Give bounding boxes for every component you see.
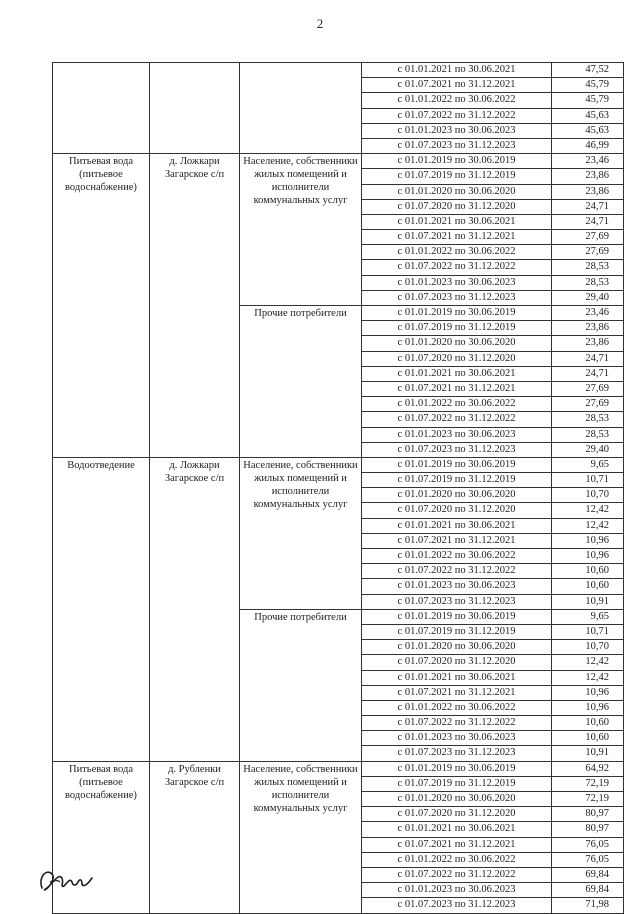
period-cell: с 01.01.2021 по 30.06.2021	[362, 63, 552, 78]
period-cell: с 01.01.2022 по 30.06.2022	[362, 549, 552, 564]
tariff-value-cell: 76,05	[552, 837, 624, 852]
tariff-value-cell: 10,60	[552, 579, 624, 594]
tariff-value-cell: 10,60	[552, 716, 624, 731]
tariff-value-cell: 10,96	[552, 549, 624, 564]
tariff-value-cell: 10,91	[552, 594, 624, 609]
tariff-value-cell: 10,70	[552, 640, 624, 655]
place-cell: д. Рубленки Загарское с/п	[150, 761, 240, 913]
period-cell: с 01.01.2020 по 30.06.2020	[362, 640, 552, 655]
period-cell: с 01.01.2023 по 30.06.2023	[362, 883, 552, 898]
consumer-cell	[240, 63, 362, 154]
period-cell: с 01.07.2019 по 31.12.2019	[362, 169, 552, 184]
period-cell: с 01.07.2022 по 31.12.2022	[362, 867, 552, 882]
tariff-value-cell: 28,53	[552, 275, 624, 290]
period-cell: с 01.01.2023 по 30.06.2023	[362, 731, 552, 746]
service-cell	[53, 63, 150, 154]
tariff-value-cell: 47,52	[552, 63, 624, 78]
period-cell: с 01.07.2022 по 31.12.2022	[362, 260, 552, 275]
period-cell: с 01.01.2019 по 30.06.2019	[362, 306, 552, 321]
tariff-value-cell: 9,65	[552, 457, 624, 472]
period-cell: с 01.01.2021 по 30.06.2021	[362, 366, 552, 381]
tariff-value-cell: 24,71	[552, 366, 624, 381]
tariff-value-cell: 64,92	[552, 761, 624, 776]
period-cell: с 01.07.2021 по 31.12.2021	[362, 533, 552, 548]
period-cell: с 01.01.2020 по 30.06.2020	[362, 488, 552, 503]
period-cell: с 01.01.2021 по 30.06.2021	[362, 670, 552, 685]
period-cell: с 01.01.2023 по 30.06.2023	[362, 427, 552, 442]
tariff-value-cell: 23,46	[552, 154, 624, 169]
period-cell: с 01.07.2019 по 31.12.2019	[362, 473, 552, 488]
tariff-value-cell: 24,71	[552, 214, 624, 229]
period-cell: с 01.01.2019 по 30.06.2019	[362, 457, 552, 472]
period-cell: с 01.07.2020 по 31.12.2020	[362, 503, 552, 518]
period-cell: с 01.07.2023 по 31.12.2023	[362, 138, 552, 153]
service-cell: Питьевая вода (питьевое водоснабжение)	[53, 761, 150, 913]
period-cell: с 01.01.2022 по 30.06.2022	[362, 245, 552, 260]
consumer-cell: Население, собственники жилых помещений и исполнители коммунальных услуг	[240, 761, 362, 913]
tariff-value-cell: 45,79	[552, 78, 624, 93]
period-cell: с 01.01.2019 по 30.06.2019	[362, 609, 552, 624]
period-cell: с 01.07.2021 по 31.12.2021	[362, 381, 552, 396]
period-cell: с 01.01.2022 по 30.06.2022	[362, 397, 552, 412]
period-cell: с 01.07.2023 по 31.12.2023	[362, 594, 552, 609]
tariff-value-cell: 10,70	[552, 488, 624, 503]
tariff-value-cell: 9,65	[552, 609, 624, 624]
period-cell: с 01.07.2020 по 31.12.2020	[362, 351, 552, 366]
tariff-value-cell: 46,99	[552, 138, 624, 153]
period-cell: с 01.01.2023 по 30.06.2023	[362, 275, 552, 290]
page-number: 2	[316, 16, 324, 31]
tariff-value-cell: 10,71	[552, 473, 624, 488]
tariff-value-cell: 12,42	[552, 503, 624, 518]
tariff-value-cell: 29,40	[552, 290, 624, 305]
tariff-value-cell: 28,53	[552, 260, 624, 275]
period-cell: с 01.07.2022 по 31.12.2022	[362, 412, 552, 427]
tariff-value-cell: 24,71	[552, 199, 624, 214]
consumer-cell: Население, собственники жилых помещений и исполнители коммунальных услуг	[240, 457, 362, 609]
tariff-value-cell: 69,84	[552, 883, 624, 898]
place-cell	[150, 63, 240, 154]
tariff-value-cell: 27,69	[552, 381, 624, 396]
tariff-value-cell: 27,69	[552, 230, 624, 245]
period-cell: с 01.01.2021 по 30.06.2021	[362, 518, 552, 533]
tariff-value-cell: 80,97	[552, 807, 624, 822]
tariff-value-cell: 45,79	[552, 93, 624, 108]
tariff-value-cell: 23,86	[552, 184, 624, 199]
tariff-value-cell: 10,91	[552, 746, 624, 761]
tariff-value-cell: 23,86	[552, 321, 624, 336]
tariff-value-cell: 28,53	[552, 412, 624, 427]
period-cell: с 01.01.2019 по 30.06.2019	[362, 761, 552, 776]
tariff-value-cell: 45,63	[552, 123, 624, 138]
period-cell: с 01.07.2023 по 31.12.2023	[362, 898, 552, 913]
period-cell: с 01.07.2021 по 31.12.2021	[362, 837, 552, 852]
period-cell: с 01.01.2023 по 30.06.2023	[362, 123, 552, 138]
service-cell: Питьевая вода (питьевое водоснабжение)	[53, 154, 150, 458]
tariff-value-cell: 72,19	[552, 776, 624, 791]
tariff-value-cell: 76,05	[552, 852, 624, 867]
tariff-value-cell: 23,86	[552, 336, 624, 351]
tariff-value-cell: 12,42	[552, 518, 624, 533]
period-cell: с 01.07.2023 по 31.12.2023	[362, 746, 552, 761]
tariff-value-cell: 71,98	[552, 898, 624, 913]
tariff-value-cell: 10,96	[552, 700, 624, 715]
period-cell: с 01.07.2022 по 31.12.2022	[362, 108, 552, 123]
period-cell: с 01.07.2021 по 31.12.2021	[362, 78, 552, 93]
period-cell: с 01.07.2023 по 31.12.2023	[362, 290, 552, 305]
tariff-value-cell: 12,42	[552, 670, 624, 685]
signature-icon	[36, 864, 96, 896]
tariff-value-cell: 27,69	[552, 245, 624, 260]
tariff-value-cell: 27,69	[552, 397, 624, 412]
period-cell: с 01.07.2019 по 31.12.2019	[362, 776, 552, 791]
period-cell: с 01.07.2021 по 31.12.2021	[362, 230, 552, 245]
table-row	[53, 63, 624, 78]
tariff-value-cell: 24,71	[552, 351, 624, 366]
consumer-cell: Прочие потребители	[240, 609, 362, 761]
period-cell: с 01.07.2020 по 31.12.2020	[362, 655, 552, 670]
tariff-value-cell: 69,84	[552, 867, 624, 882]
table-row	[53, 154, 624, 169]
period-cell: с 01.07.2022 по 31.12.2022	[362, 564, 552, 579]
tariff-value-cell: 80,97	[552, 822, 624, 837]
tariff-value-cell: 29,40	[552, 442, 624, 457]
tariff-value-cell: 10,60	[552, 731, 624, 746]
tariff-value-cell: 12,42	[552, 655, 624, 670]
tariff-value-cell: 10,96	[552, 685, 624, 700]
period-cell: с 01.01.2021 по 30.06.2021	[362, 822, 552, 837]
period-cell: с 01.01.2020 по 30.06.2020	[362, 336, 552, 351]
period-cell: с 01.07.2022 по 31.12.2022	[362, 716, 552, 731]
period-cell: с 01.01.2022 по 30.06.2022	[362, 852, 552, 867]
period-cell: с 01.01.2021 по 30.06.2021	[362, 214, 552, 229]
table-row	[53, 761, 624, 776]
period-cell: с 01.07.2023 по 31.12.2023	[362, 442, 552, 457]
place-cell: д. Ложкари Загарское с/п	[150, 154, 240, 458]
period-cell: с 01.07.2020 по 31.12.2020	[362, 807, 552, 822]
period-cell: с 01.01.2022 по 30.06.2022	[362, 93, 552, 108]
tariff-value-cell: 45,63	[552, 108, 624, 123]
period-cell: с 01.01.2020 по 30.06.2020	[362, 184, 552, 199]
period-cell: с 01.01.2020 по 30.06.2020	[362, 792, 552, 807]
period-cell: с 01.07.2019 по 31.12.2019	[362, 624, 552, 639]
table-row	[53, 457, 624, 472]
period-cell: с 01.01.2023 по 30.06.2023	[362, 579, 552, 594]
period-cell: с 01.01.2019 по 30.06.2019	[362, 154, 552, 169]
tariff-table	[52, 62, 624, 914]
tariff-value-cell: 23,46	[552, 306, 624, 321]
service-cell: Водоотведение	[53, 457, 150, 761]
tariff-value-cell: 10,71	[552, 624, 624, 639]
consumer-cell: Население, собственники жилых помещений и исполнители коммунальных услуг	[240, 154, 362, 306]
place-cell: д. Ложкари Загарское с/п	[150, 457, 240, 761]
consumer-cell: Прочие потребители	[240, 306, 362, 458]
tariff-value-cell: 10,60	[552, 564, 624, 579]
tariff-value-cell: 72,19	[552, 792, 624, 807]
period-cell: с 01.07.2020 по 31.12.2020	[362, 199, 552, 214]
tariff-value-cell: 28,53	[552, 427, 624, 442]
tariff-value-cell: 23,86	[552, 169, 624, 184]
period-cell: с 01.01.2022 по 30.06.2022	[362, 700, 552, 715]
period-cell: с 01.07.2019 по 31.12.2019	[362, 321, 552, 336]
tariff-value-cell: 10,96	[552, 533, 624, 548]
period-cell: с 01.07.2021 по 31.12.2021	[362, 685, 552, 700]
